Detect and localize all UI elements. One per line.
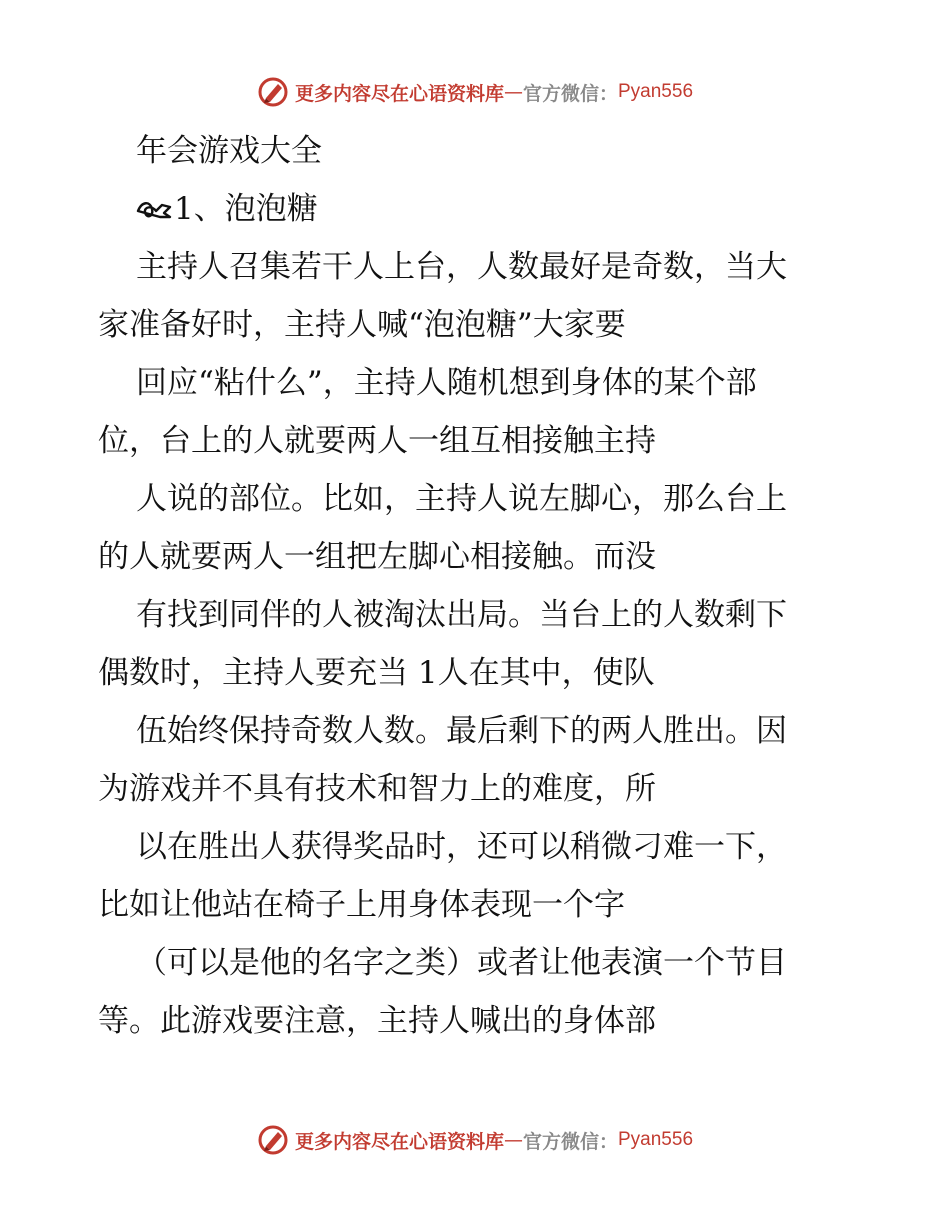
banner-wechat-id: Pyan556 (618, 81, 694, 102)
paragraph-line: 的人就要两人一组把左脚心相接触。而没 (98, 539, 656, 575)
section-heading (98, 180, 858, 238)
footer-banner (0, 1120, 950, 1160)
ornament-swirl-icon (136, 197, 172, 221)
banner-dash: — (503, 1129, 523, 1151)
banner-logo-icon (257, 1124, 289, 1156)
banner-side-text: 官方微信： (522, 1130, 618, 1153)
banner-logo-icon (257, 76, 289, 108)
paragraph-line: 位，台上的人就要两人一组互相接触主持 (98, 423, 656, 459)
paragraph-line: 主持人召集若干人上台，人数最好是奇数，当大 (136, 249, 787, 285)
paragraph-line: 偶数时，主持人要充当 1人在其中，使队 (98, 655, 655, 691)
banner-main-text: 更多内容尽在心语资料库 (294, 1130, 504, 1153)
section-heading-text: 1、泡泡糖 (174, 191, 318, 227)
banner-main-text: 更多内容尽在心语资料库 (294, 82, 504, 105)
banner-dash: — (503, 81, 523, 103)
header-banner (0, 72, 950, 112)
paragraph-line: 家准备好时，主持人喊“泡泡糖”大家要 (98, 307, 626, 343)
document-body (98, 122, 858, 1050)
paragraph-line: 回应“粘什么”，主持人随机想到身体的某个部 (136, 365, 757, 401)
paragraph-line: 有找到同伴的人被淘汰出局。当台上的人数剩下 (136, 597, 787, 633)
paragraph-line: （可以是他的名字之类）或者让他表演一个节目 (136, 945, 787, 981)
banner-side-text: 官方微信： (522, 82, 618, 105)
paragraph-line: 等。此游戏要注意，主持人喊出的身体部 (98, 1003, 656, 1039)
paragraph-line: 为游戏并不具有技术和智力上的难度，所 (98, 771, 656, 807)
banner-wechat-id: Pyan556 (618, 1129, 694, 1150)
paragraph-line: 比如让他站在椅子上用身体表现一个字 (98, 887, 625, 923)
paragraph-line: 以在胜出人获得奖品时，还可以稍微刁难一下， (136, 829, 787, 865)
paragraph-line: 伍始终保持奇数人数。最后剩下的两人胜出。因 (136, 713, 787, 749)
document-title: 年会游戏大全 (136, 133, 322, 169)
paragraph-line: 人说的部位。比如，主持人说左脚心，那么台上 (136, 481, 787, 517)
